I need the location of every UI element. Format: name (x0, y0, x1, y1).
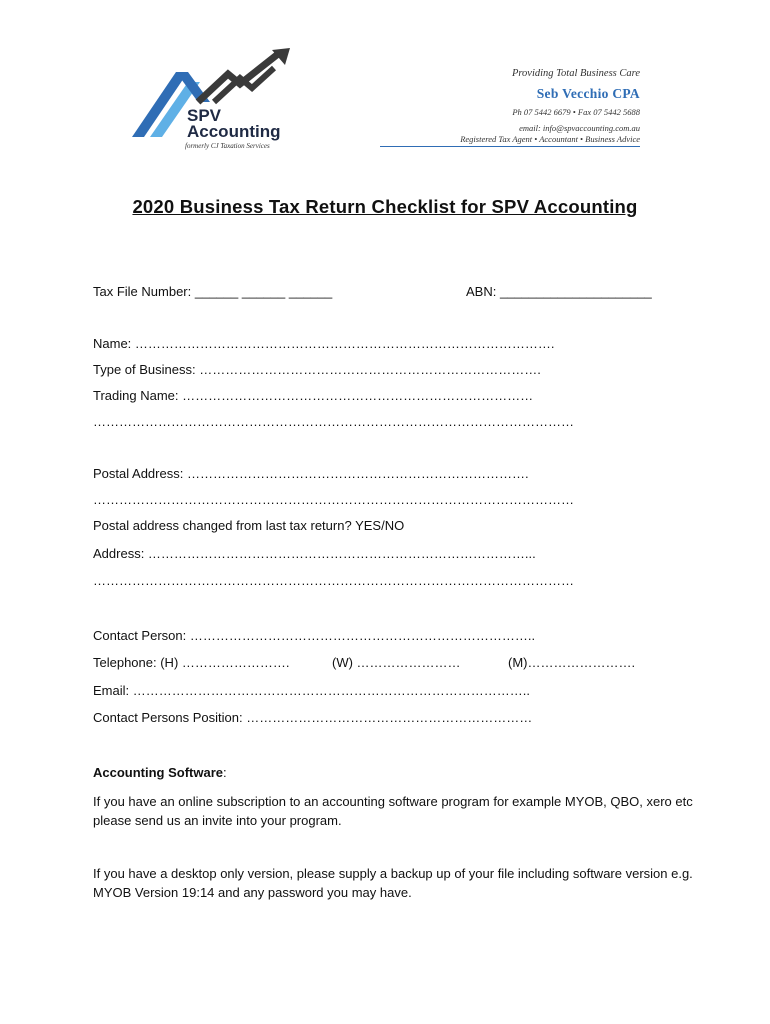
firm-phone-fax: Ph 07 5442 6679 • Fax 07 5442 5688 (512, 107, 640, 117)
postal-changed-question: Postal address changed from last tax return? YES/NO (93, 518, 405, 533)
spv-logo (128, 44, 298, 154)
address-continuation: ………………………………………………………………………………………………… (93, 573, 574, 588)
business-type-field: Type of Business: ……………………………………………………………………. (93, 362, 541, 377)
software-heading (93, 765, 227, 780)
telephone-home-field: Telephone: (H) ……………………. (93, 655, 290, 670)
software-heading-text: Accounting Software (93, 765, 224, 780)
software-online-paragraph: If you have an online subscription to an accounting software program for example MYOB, QBO, xero etc please send us an invite into your program. (93, 794, 693, 828)
address-field: Address: ……………………………………………………………………………... (93, 546, 536, 561)
email-field: Email: ……………………………………………………………………………….. (93, 683, 530, 698)
firm-name: Seb Vecchio CPA (536, 86, 640, 101)
software-heading-colon: : (223, 765, 227, 780)
firm-credentials: Registered Tax Agent • Accountant • Business Advice (380, 134, 640, 147)
software-desktop-paragraph: If you have a desktop only version, please supply a backup up of your file including software version e.g. MYOB Version 19:14 and any password you may have. (93, 866, 693, 900)
name-field: Name: ……………………………………………………………………………………. (93, 336, 555, 351)
logo-subtitle: formerly CJ Taxation Services (185, 142, 270, 150)
logo-line2: Accounting (187, 122, 281, 141)
firm-details (380, 68, 640, 147)
firm-email: email: info@spvaccounting.com.au (519, 123, 640, 133)
tfn-field: Tax File Number: ______ ______ ______ (93, 284, 333, 299)
contact-person-field: Contact Person: …………………………………………………………………….. (93, 628, 536, 643)
postal-address-field: Postal Address: ……………………………………………………………………. (93, 466, 529, 481)
abn-field: ABN: _____________________ (466, 284, 652, 299)
page-title: 2020 Business Tax Return Checklist for SPV Accounting (132, 196, 638, 217)
contact-position-field: Contact Persons Position: ………………………………………………………… (93, 710, 533, 725)
firm-tagline: Providing Total Business Care (511, 68, 640, 79)
postal-address-continuation: ………………………………………………………………………………………………… (93, 492, 574, 507)
telephone-mobile-field: (M)……………………. (508, 655, 636, 670)
logo-line1: SPV (187, 106, 222, 125)
telephone-work-field: (W) …………………… (332, 655, 461, 670)
trading-name-field: Trading Name: ……………………………………………………………………… (93, 388, 534, 403)
logo-wordmark (187, 108, 281, 140)
trading-name-continuation: ………………………………………………………………………………………………… (93, 414, 574, 429)
